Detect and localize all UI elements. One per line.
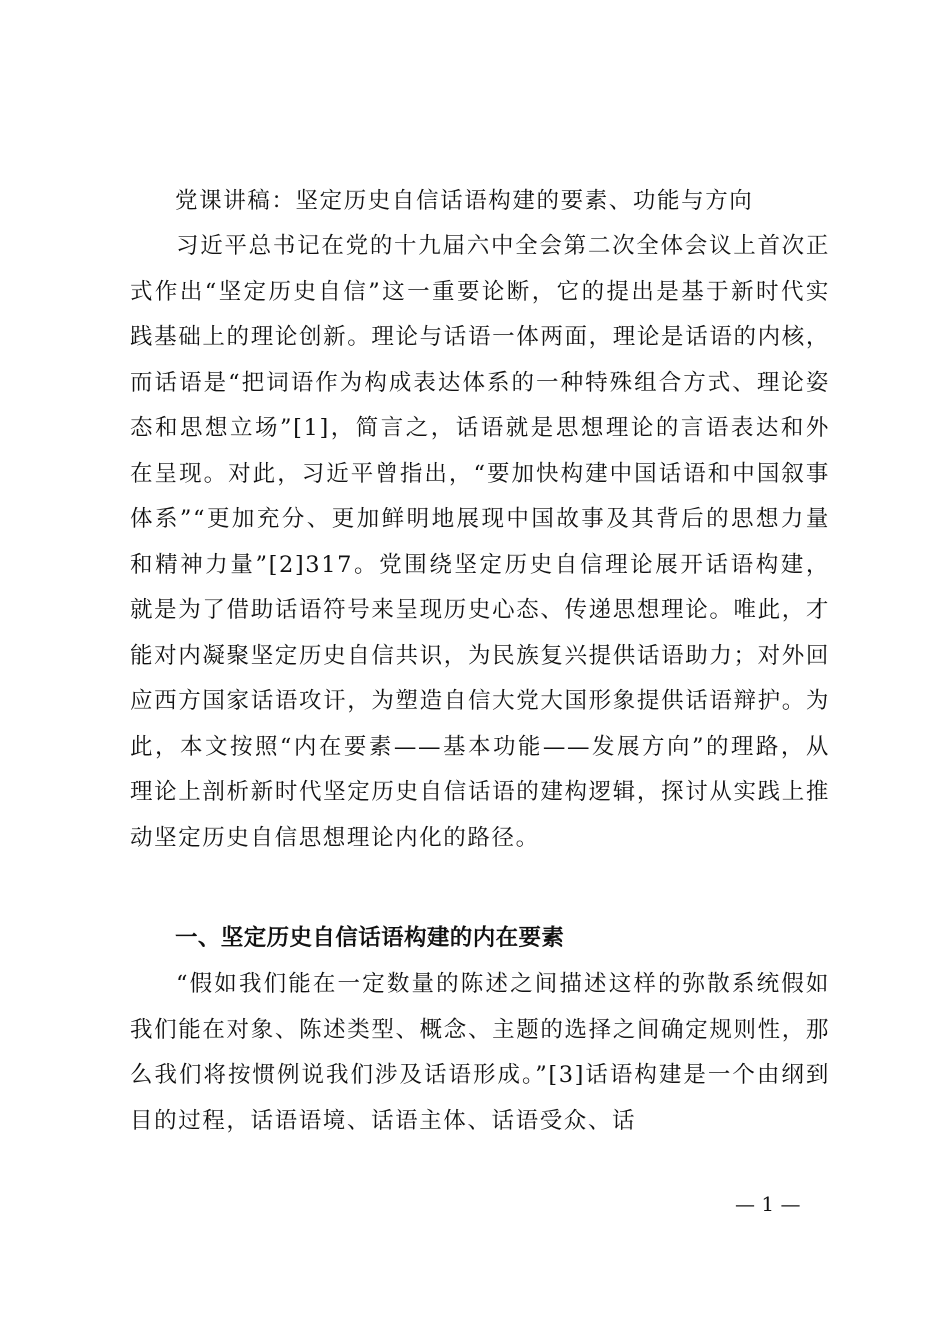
section-heading: 一、坚定历史自信话语构建的内在要素 bbox=[175, 925, 565, 951]
page-number: — 1 — bbox=[735, 1192, 801, 1216]
intro-paragraph: 习近平总书记在党的十九届六中全会第二次全体会议上首次正式作出“坚定历史自信”这一重要论断，它的提出是基于新时代实践基础上的理论创新。理论与话语一体两面，理论是话语的内核，而话语是“把词语作为构成表达体系的一种特殊组合方式、理论姿态和思想立场”[1]，简言之，话语就是思想理论的言语表达和外在呈现。对此，习近平曾指出，“要加快构建中国话语和中国叙事体系”“更加充分、更加鲜明地展现中国故事及其背后的思想力量和精神力量”[2]317。党围绕坚定历史自信理论展开话语构建，就是为了借助话语符号来呈现历史心态、传递思想理论。唯此，才能对内凝聚坚定历史自信共识，为民族复兴提供话语助力；对外回应西方国家话语攻讦，为塑造自信大党大国形象提供话语辩护。为此，本文按照“内在要素——基本功能——发展方向”的理路，从理论上剖析新时代坚定历史自信话语的建构逻辑，探讨从实践上推动坚定历史自信思想理论内化的路径。 bbox=[130, 233, 830, 851]
section-paragraph: “假如我们能在一定数量的陈述之间描述这样的弥散系统假如我们能在对象、陈述类型、概念、主题的选择之间确定规则性，那么我们将按惯例说我们涉及话语形成。”[3]话语构建是一个由纲到目的过程，话语语境、话语主体、话语受众、话 bbox=[130, 971, 830, 1134]
document-title: 党课讲稿：坚定历史自信话语构建的要素、功能与方向 bbox=[175, 188, 754, 214]
